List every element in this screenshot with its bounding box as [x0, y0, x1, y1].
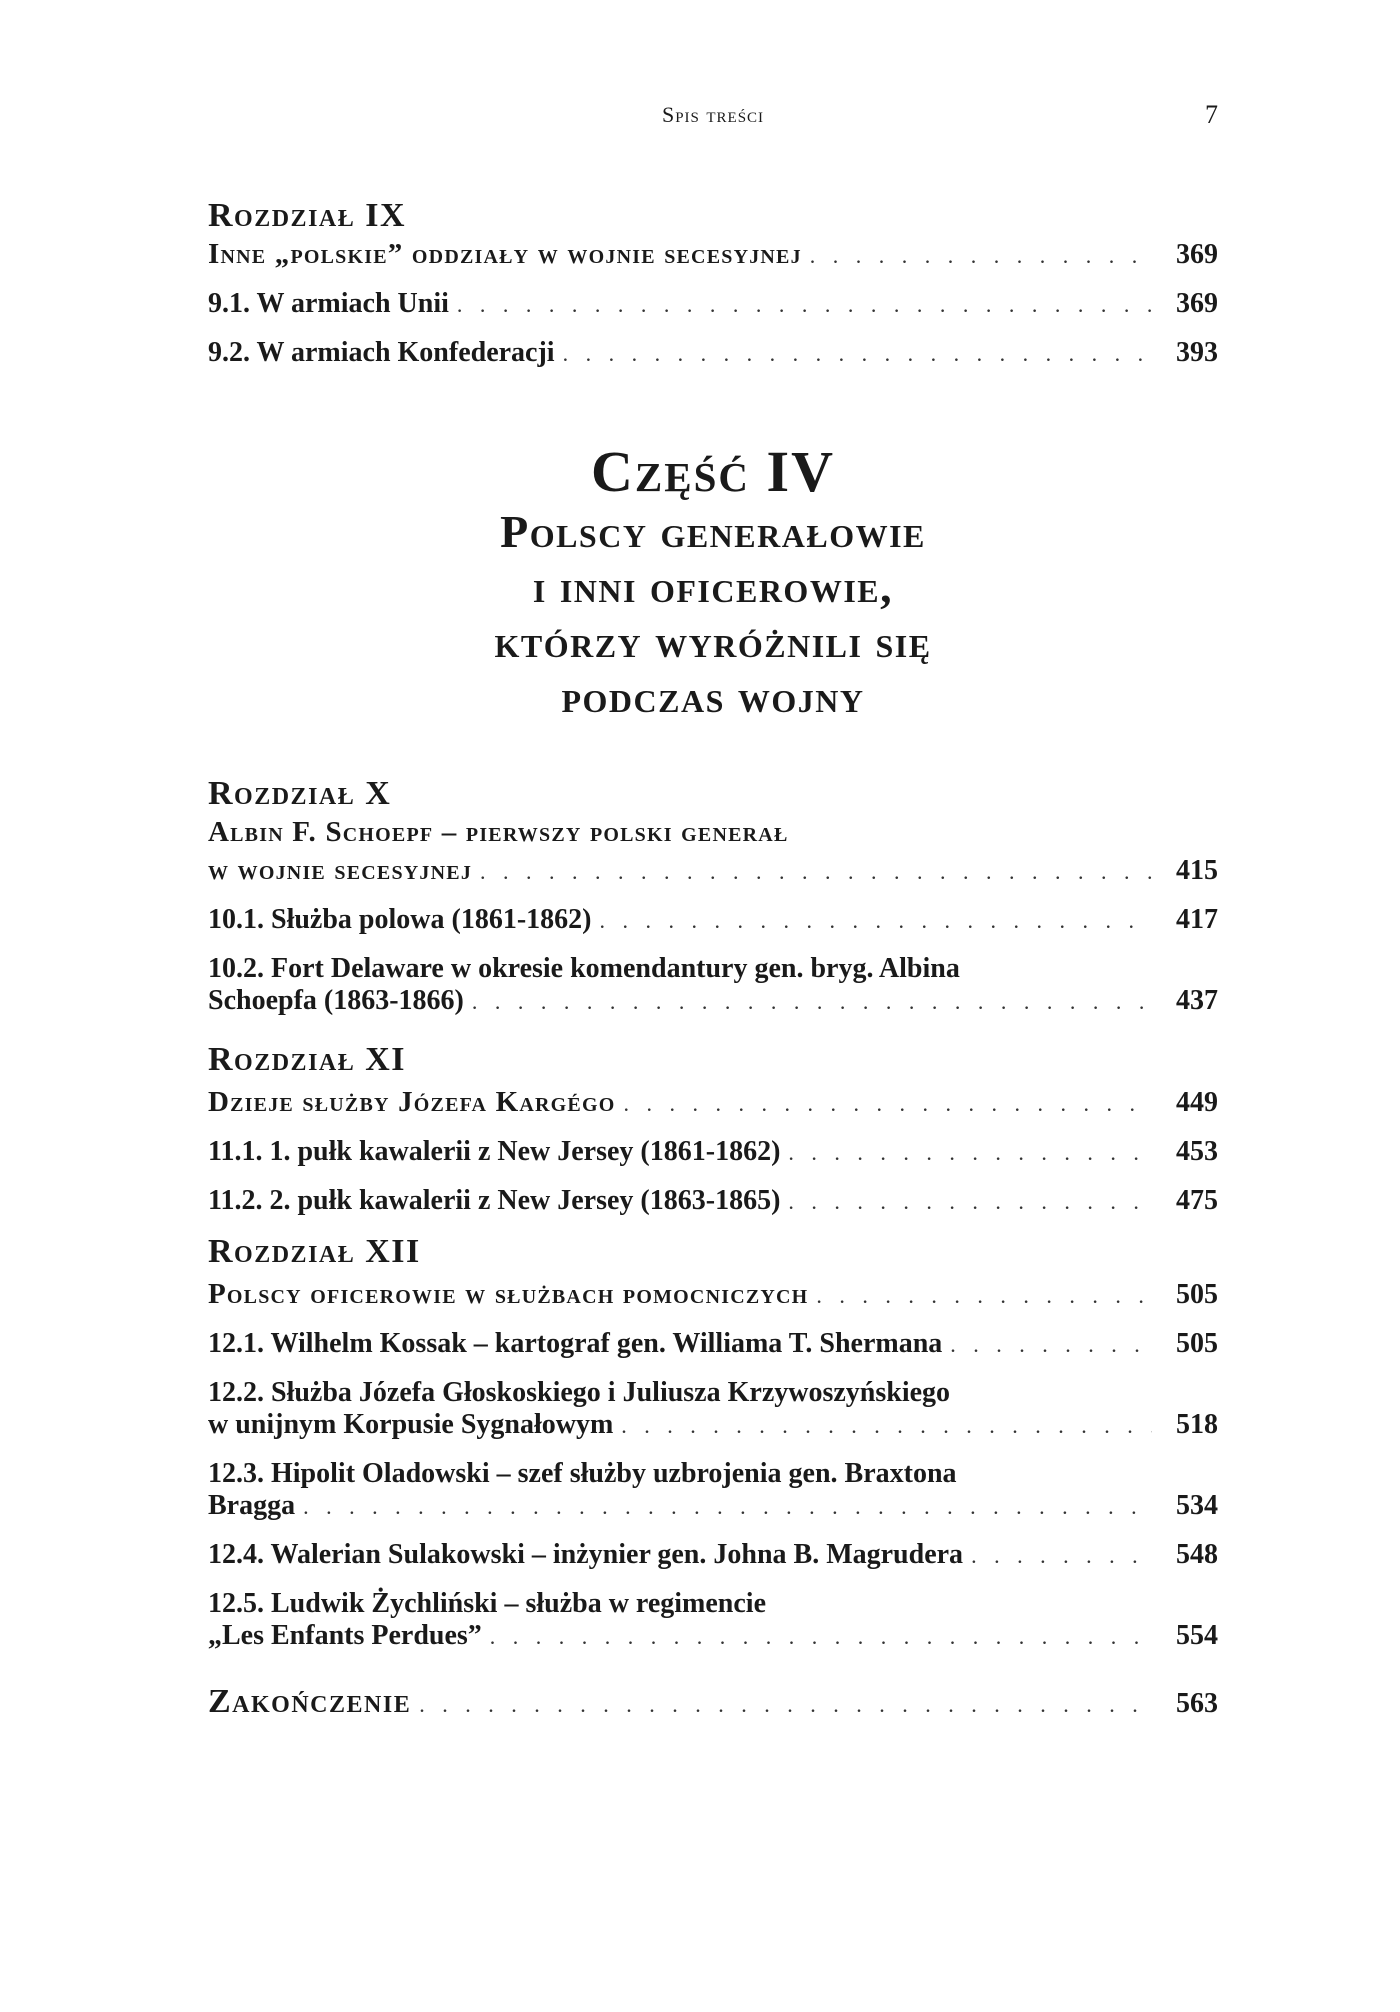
toc-entry[interactable]	[208, 1490, 1218, 1523]
leader-dots	[490, 1621, 1152, 1653]
entry-title: 11.2. 2. pułk kawalerii z New Jersey (1863-1865)	[208, 1185, 781, 1216]
toc-entry[interactable]	[208, 238, 1218, 272]
entry-title: 9.2. W armiach Konfederacji	[208, 337, 555, 368]
toc-entry[interactable]	[208, 1328, 1218, 1361]
part-title-line: i inni oficerowie,	[532, 561, 894, 612]
leader-dots	[563, 338, 1152, 370]
entry-page: 453	[1176, 1136, 1218, 1167]
toc-entry[interactable]	[208, 1682, 1218, 1725]
entry-title-line: 12.5. Ludwik Żychliński – służba w regimencie	[208, 1588, 767, 1619]
toc-entry[interactable]	[208, 985, 1218, 1018]
entry-title: Zakończenie	[208, 1683, 412, 1720]
toc-chapter-11	[208, 1040, 1218, 1218]
leader-dots	[457, 289, 1152, 321]
toc-entry[interactable]	[208, 1136, 1218, 1169]
leader-dots	[599, 905, 1152, 937]
entry-title: 10.1. Służba polowa (1861-1862)	[208, 904, 592, 935]
entry-page: 393	[1176, 337, 1218, 368]
leader-dots	[624, 1088, 1153, 1120]
entry-title: Dzieje służby Józefa Kargégo	[208, 1086, 616, 1118]
entry-title-line: 12.2. Służba Józefa Głoskoskiego i Juliusza Krzywoszyńskiego	[208, 1377, 951, 1408]
toc-entry[interactable]	[208, 1620, 1218, 1653]
toc-entry[interactable]	[208, 337, 1218, 370]
entry-page: 369	[1176, 239, 1218, 270]
chapter-label: Rozdział IX	[208, 197, 407, 234]
leader-dots	[303, 1491, 1152, 1523]
entry-page: 475	[1176, 1185, 1218, 1216]
toc-entry[interactable]	[208, 288, 1218, 321]
leader-dots	[472, 986, 1152, 1018]
entry-page: 518	[1176, 1409, 1218, 1440]
chapter-label: Rozdział XII	[208, 1233, 421, 1270]
leader-dots	[480, 856, 1152, 888]
toc-chapter-10	[208, 774, 1218, 1018]
entry-title: 11.1. 1. pułk kawalerii z New Jersey (1861-1862)	[208, 1136, 781, 1167]
entry-title: 9.1. W armiach Unii	[208, 288, 449, 319]
entry-title-line: 12.3. Hipolit Oladowski – szef służby uzbrojenia gen. Braxtona	[208, 1458, 957, 1489]
entry-title: w wojnie secesyjnej	[208, 854, 473, 886]
part-label: Część IV	[591, 439, 835, 504]
entry-title: 12.4. Walerian Sulakowski – inżynier gen. Johna B. Magrudera	[208, 1539, 964, 1570]
toc-entry[interactable]	[208, 1409, 1218, 1442]
leader-dots	[419, 1685, 1152, 1725]
toc-chapter-9	[208, 196, 1218, 370]
leader-dots	[810, 240, 1152, 272]
entry-page: 437	[1176, 985, 1218, 1016]
entry-page: 449	[1176, 1087, 1218, 1118]
entry-title: Inne „polskie” oddziały w wojnie secesyjnej	[208, 238, 802, 270]
entry-page: 369	[1176, 288, 1218, 319]
toc-entry[interactable]	[208, 904, 1218, 937]
toc-entry[interactable]	[208, 1185, 1218, 1218]
entry-title: „Les Enfants Perdues”	[208, 1620, 482, 1651]
entry-title: w unijnym Korpusie Sygnałowym	[208, 1409, 614, 1440]
part-title-line: Polscy generałowie	[500, 506, 926, 557]
entry-title-line: Albin F. Schoepf – pierwszy polski generał	[208, 816, 789, 848]
entry-page: 505	[1176, 1328, 1218, 1359]
entry-page: 415	[1176, 855, 1218, 886]
part-title-line: podczas wojny	[561, 671, 865, 722]
entry-page: 563	[1176, 1688, 1218, 1719]
part-title-line: którzy wyróżnili się	[494, 616, 932, 667]
entry-page: 534	[1176, 1490, 1218, 1521]
entry-title: Polscy oficerowie w służbach pomocniczych	[208, 1278, 809, 1310]
entry-title-line: 10.2. Fort Delaware w okresie komendantury gen. bryg. Albina	[208, 953, 960, 984]
leader-dots	[950, 1329, 1152, 1361]
leader-dots	[788, 1186, 1152, 1218]
toc-entry[interactable]	[208, 854, 1218, 888]
entry-title: 12.1. Wilhelm Kossak – kartograf gen. Williama T. Shermana	[208, 1328, 943, 1359]
chapter-label: Rozdział X	[208, 775, 392, 812]
leader-dots	[816, 1280, 1152, 1312]
toc-chapter-12	[208, 1232, 1218, 1653]
entry-page: 554	[1176, 1620, 1218, 1651]
entry-page: 417	[1176, 904, 1218, 935]
entry-page: 548	[1176, 1539, 1218, 1570]
entry-title: Bragga	[208, 1490, 296, 1521]
page-number: 7	[1205, 100, 1218, 129]
leader-dots	[971, 1540, 1152, 1572]
entry-page: 505	[1176, 1279, 1218, 1310]
part-heading	[208, 440, 1218, 724]
toc-conclusion	[208, 1682, 1218, 1725]
toc-entry[interactable]	[208, 1086, 1218, 1120]
toc-entry[interactable]	[208, 1539, 1218, 1572]
toc-entry[interactable]	[208, 1278, 1218, 1312]
leader-dots	[621, 1410, 1152, 1442]
leader-dots	[788, 1137, 1152, 1169]
running-title: Spis treści	[661, 102, 765, 127]
chapter-label: Rozdział XI	[208, 1041, 407, 1078]
running-head	[208, 102, 1218, 132]
entry-title: Schoepfa (1863-1866)	[208, 985, 464, 1016]
